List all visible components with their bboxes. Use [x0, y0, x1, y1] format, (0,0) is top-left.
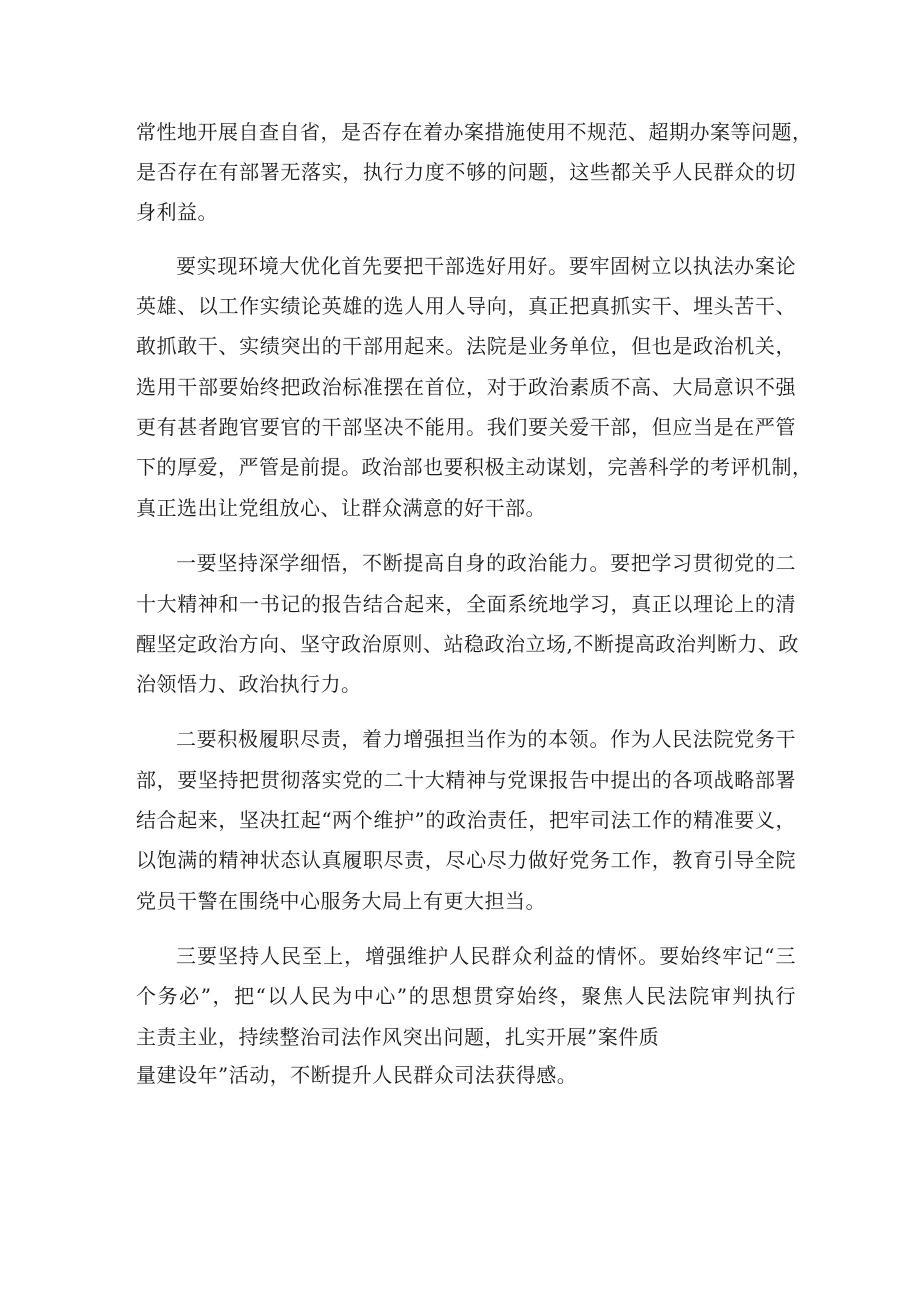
text-line: 醒坚定政治方向、坚守政治原则、站稳政治立场,不断提高政治判断力、政	[136, 632, 799, 656]
text-line: 个务必”，把“以人民为中心”的思想贯穿始终，聚焦人民法院审判执行	[136, 984, 796, 1008]
text-line: 以饱满的精神状态认真履职尽责，尽心尽力做好党务工作，教育引导全院	[136, 848, 796, 872]
text-line: 结合起来，坚决扛起“两个维护”的政治责任，把牢司法工作的精准要义，	[136, 808, 796, 832]
text-line: 要实现环境大优化首先要把干部选好用好。要牢固树立以执法办案论	[176, 254, 796, 278]
text-line: 一要坚持深学细悟，不断提高自身的政治能力。要把学习贯彻党的二	[176, 551, 796, 575]
text-line: 量建设年”活动，不断提升人民群众司法获得感。	[136, 1063, 578, 1087]
text-line: 三要坚持人民至上，增强维护人民群众利益的情怀。要始终牢记“三	[176, 944, 796, 968]
text-line: 主责主业，持续整治司法作风突出问题，扎实开展”案件质	[136, 1025, 660, 1049]
text-line: 二要积极履职尽责，着力增强担当作为的本领。作为人民法院党务干	[176, 727, 796, 751]
text-line: 敢抓敢干、实绩突出的干部用起来。法院是业务单位，但也是政治机关，	[136, 334, 796, 358]
text-line: 身利益。	[136, 200, 218, 224]
text-line: 部，要坚持把贯彻落实党的二十大精神与党课报告中提出的各项战略部署	[136, 768, 796, 792]
text-line: 真正选出让党组放心、让群众满意的好干部。	[136, 496, 546, 520]
text-line: 党员干警在围绕中心服务大局上有更大担当。	[136, 889, 546, 913]
text-line: 常性地开展自查自省，是否存在着办案措施使用不规范、超期办案等问题，	[136, 120, 813, 144]
text-line: 是否存在有部署无落实，执行力度不够的问题，这些都关乎人民群众的切	[136, 160, 796, 184]
text-line: 英雄、以工作实绩论英雄的选人用人导向，真正把真抓实干、埋头苦干、	[136, 294, 796, 318]
text-line: 更有甚者跑官要官的干部坚决不能用。我们要关爱干部，但应当是在严管	[136, 415, 796, 439]
text-line: 治领悟力、政治执行力。	[136, 672, 362, 696]
text-line: 下的厚爱，严管是前提。政治部也要积极主动谋划，完善科学的考评机制，	[136, 455, 813, 479]
text-line: 选用干部要始终把政治标准摆在首位，对于政治素质不高、大局意识不强	[136, 375, 796, 399]
text-line: 十大精神和一书记的报告结合起来，全面系统地学习，真正以理论上的清	[136, 592, 796, 616]
